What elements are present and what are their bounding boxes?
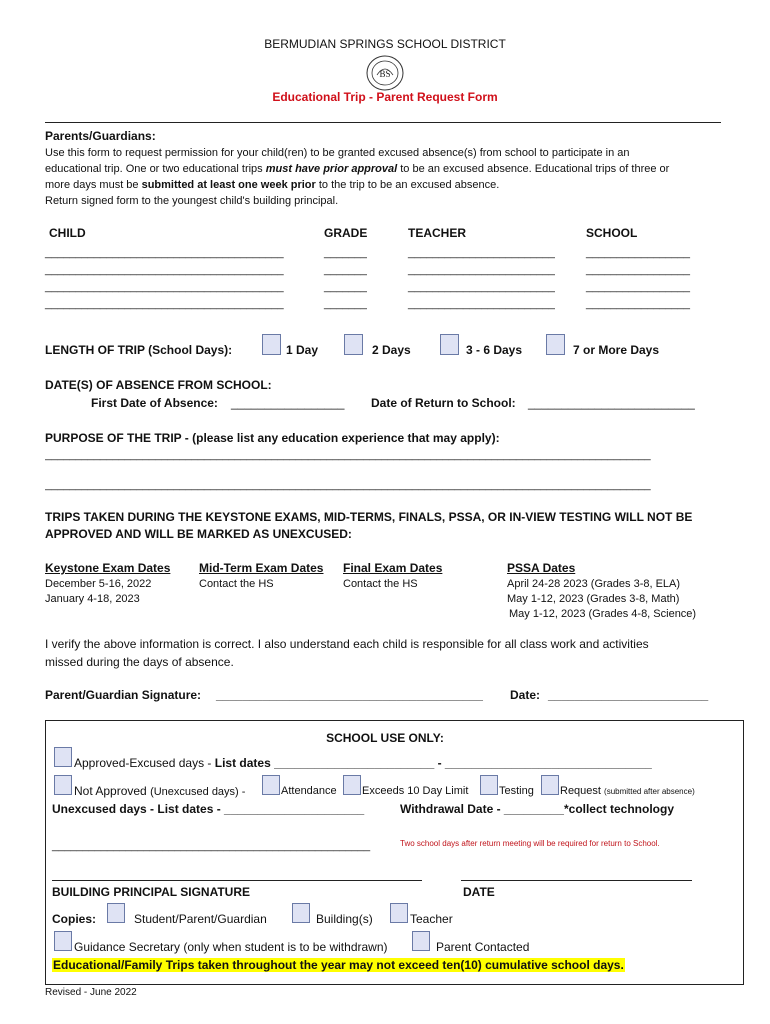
intro-text: to be an excused absence. Educational trips of three or	[397, 163, 670, 175]
length-option-label: 7 or More Days	[573, 343, 660, 357]
district-name: BERMUDIAN SPRINGS SCHOOL DISTRICT	[264, 37, 506, 51]
teacher-field[interactable]: ________________________	[408, 281, 555, 293]
length-3-6-days-checkbox[interactable]	[440, 334, 459, 355]
signature-date-label: Date:	[510, 688, 541, 702]
parent-contacted-label: Parent Contacted	[436, 940, 530, 954]
form-title: Educational Trip - Parent Request Form	[272, 90, 498, 104]
copy-building-checkbox[interactable]	[292, 903, 310, 923]
one-week-prior-emphasis: submitted at least one week prior	[141, 179, 316, 191]
parent-signature-label: Parent/Guardian Signature:	[45, 688, 202, 702]
warning-line-2: APPROVED AND WILL BE MARKED AS UNEXCUSED:	[45, 527, 352, 541]
school-use-title: SCHOOL USE ONLY:	[326, 731, 444, 745]
child-name-field[interactable]: _______________________________________	[45, 264, 284, 276]
grade-field[interactable]: _______	[324, 281, 367, 293]
length-2-days-checkbox[interactable]	[344, 334, 363, 355]
exceeds-limit-label: Exceeds 10 Day Limit	[362, 785, 469, 797]
attendance-checkbox[interactable]	[262, 775, 280, 795]
not-approved-checkbox[interactable]	[54, 775, 72, 795]
pssa-date: May 1-12, 2023 (Grades 3-8, Math)	[507, 593, 680, 605]
school-field[interactable]: _________________	[586, 298, 691, 310]
keystone-date: December 5-16, 2022	[45, 578, 152, 590]
verify-line-1: I verify the above information is correct. I also understand each child is responsible for all class work and activities	[45, 637, 649, 651]
request-label	[560, 785, 695, 797]
copy-building-label: Building(s)	[316, 912, 373, 926]
teacher-field[interactable]: ________________________	[408, 264, 555, 276]
teacher-field[interactable]: ________________________	[408, 298, 555, 310]
not-approved-text: Not Approved	[74, 784, 151, 798]
final-title: Final Exam Dates	[343, 561, 443, 575]
request-checkbox[interactable]	[541, 775, 559, 795]
first-date-field[interactable]: _________________	[231, 396, 345, 410]
principal-signature-label: BUILDING PRINCIPAL SIGNATURE	[52, 885, 251, 899]
exceeds-limit-checkbox[interactable]	[343, 775, 361, 795]
request-note: (submitted after absence)	[604, 787, 695, 796]
revised-date: Revised - June 2022	[45, 987, 137, 998]
attendance-label: Attendance	[281, 785, 337, 797]
parent-signature-field[interactable]: ________________________________________	[216, 688, 483, 702]
length-7-more-checkbox[interactable]	[546, 334, 565, 355]
withdrawal-date[interactable]: Withdrawal Date - _________*collect technology	[400, 802, 674, 816]
length-1-day-checkbox[interactable]	[262, 334, 281, 355]
child-name-field[interactable]: _______________________________________	[45, 247, 284, 259]
teacher-field[interactable]: ________________________	[408, 247, 555, 259]
col-header-child: CHILD	[49, 226, 86, 240]
purpose-field-2[interactable]: ___________________________________________________________________________________________________	[45, 479, 651, 491]
copy-student-checkbox[interactable]	[107, 903, 125, 923]
keystone-date: January 4-18, 2023	[45, 593, 140, 605]
trip-limit-highlight: Educational/Family Trips taken throughout the year may not exceed ten(10) cumulative school days.	[53, 958, 624, 972]
copy-teacher-label: Teacher	[410, 912, 453, 926]
intro-line-4: Return signed form to the youngest child's building principal.	[45, 195, 339, 207]
copy-student-label: Student/Parent/Guardian	[134, 912, 267, 926]
col-header-teacher: TEACHER	[408, 226, 467, 240]
col-header-school: SCHOOL	[586, 226, 638, 240]
pssa-date: April 24-28 2023 (Grades 3-8, ELA)	[507, 578, 681, 590]
guidance-checkbox[interactable]	[54, 931, 72, 951]
warning-line-1: TRIPS TAKEN DURING THE KEYSTONE EXAMS, MID-TERMS, FINALS, PSSA, OR IN-VIEW TESTING WILL NOT BE	[45, 510, 693, 524]
principal-date-line[interactable]	[461, 880, 692, 881]
return-date-field[interactable]: _________________________	[528, 396, 695, 410]
return-date-label: Date of Return to School:	[371, 396, 516, 410]
intro-heading: Parents/Guardians:	[45, 129, 156, 143]
testing-label: Testing	[499, 785, 534, 797]
grade-field[interactable]: _______	[324, 264, 367, 276]
school-field[interactable]: _________________	[586, 281, 691, 293]
request-text: Request	[560, 785, 605, 797]
grade-field[interactable]: _______	[324, 298, 367, 310]
not-approved-label	[74, 784, 245, 798]
approved-label: Approved-Excused days -	[74, 756, 215, 770]
purpose-field-1[interactable]: ___________________________________________________________________________________________________	[45, 449, 651, 461]
length-label: LENGTH OF TRIP (School Days):	[45, 343, 233, 357]
dates-heading: DATE(S) OF ABSENCE FROM SCHOOL:	[45, 378, 272, 392]
intro-line-2	[45, 163, 669, 175]
child-name-field[interactable]: _______________________________________	[45, 281, 284, 293]
midterm-title: Mid-Term Exam Dates	[199, 561, 324, 575]
final-date: Contact the HS	[343, 578, 418, 590]
copies-label: Copies:	[52, 912, 97, 926]
length-option-label: 1 Day	[286, 343, 319, 357]
approved-list-dates-field[interactable]: List dates ________________________ - _______________________________	[214, 756, 652, 770]
principal-date-label: DATE	[463, 885, 495, 899]
first-date-label: First Date of Absence:	[91, 396, 218, 410]
grade-field[interactable]: _______	[324, 247, 367, 259]
school-field[interactable]: _________________	[586, 247, 691, 259]
verify-line-2: missed during the days of absence.	[45, 655, 234, 669]
title-divider	[45, 122, 721, 123]
svg-text:BS: BS	[379, 69, 391, 79]
intro-text: educational trip. One or two educational trips	[45, 163, 266, 175]
col-header-grade: GRADE	[324, 226, 368, 240]
midterm-date: Contact the HS	[199, 578, 274, 590]
school-field[interactable]: _________________	[586, 264, 691, 276]
approved-checkbox[interactable]	[54, 747, 72, 767]
return-meeting-note: Two school days after return meeting will be required for return to School.	[400, 839, 660, 848]
child-name-field[interactable]: _______________________________________	[45, 298, 284, 310]
intro-line-3	[45, 179, 499, 191]
unexcused-days-note: (Unexcused days) -	[150, 786, 246, 798]
notes-blank-line[interactable]: ____________________________________________________	[52, 840, 371, 852]
length-option-label: 2 Days	[372, 343, 411, 357]
principal-signature-line[interactable]	[52, 880, 422, 881]
parent-contacted-checkbox[interactable]	[412, 931, 430, 951]
testing-checkbox[interactable]	[480, 775, 498, 795]
purpose-label: PURPOSE OF THE TRIP - (please list any education experience that may apply):	[45, 431, 500, 445]
guidance-label: Guidance Secretary (only when student is to be withdrawn)	[74, 940, 388, 954]
signature-date-field[interactable]: ________________________	[548, 688, 709, 702]
unexcused-list-dates[interactable]: Unexcused days - List dates - _____________________	[52, 802, 365, 816]
intro-line-1: Use this form to request permission for your child(ren) to be granted excused absence(s) from school to participate in an	[45, 147, 630, 159]
keystone-title: Keystone Exam Dates	[45, 561, 171, 575]
copy-teacher-checkbox[interactable]	[390, 903, 408, 923]
intro-text: to the trip to be an excused absence.	[315, 179, 500, 191]
prior-approval-emphasis: must have prior approval	[265, 163, 398, 175]
pssa-date: May 1-12, 2023 (Grades 4-8, Science)	[509, 608, 697, 620]
pssa-title: PSSA Dates	[507, 561, 576, 575]
intro-text: more days must be	[45, 179, 142, 191]
district-seal-icon	[366, 55, 404, 91]
length-option-label: 3 - 6 Days	[466, 343, 523, 357]
approved-row	[74, 756, 652, 770]
